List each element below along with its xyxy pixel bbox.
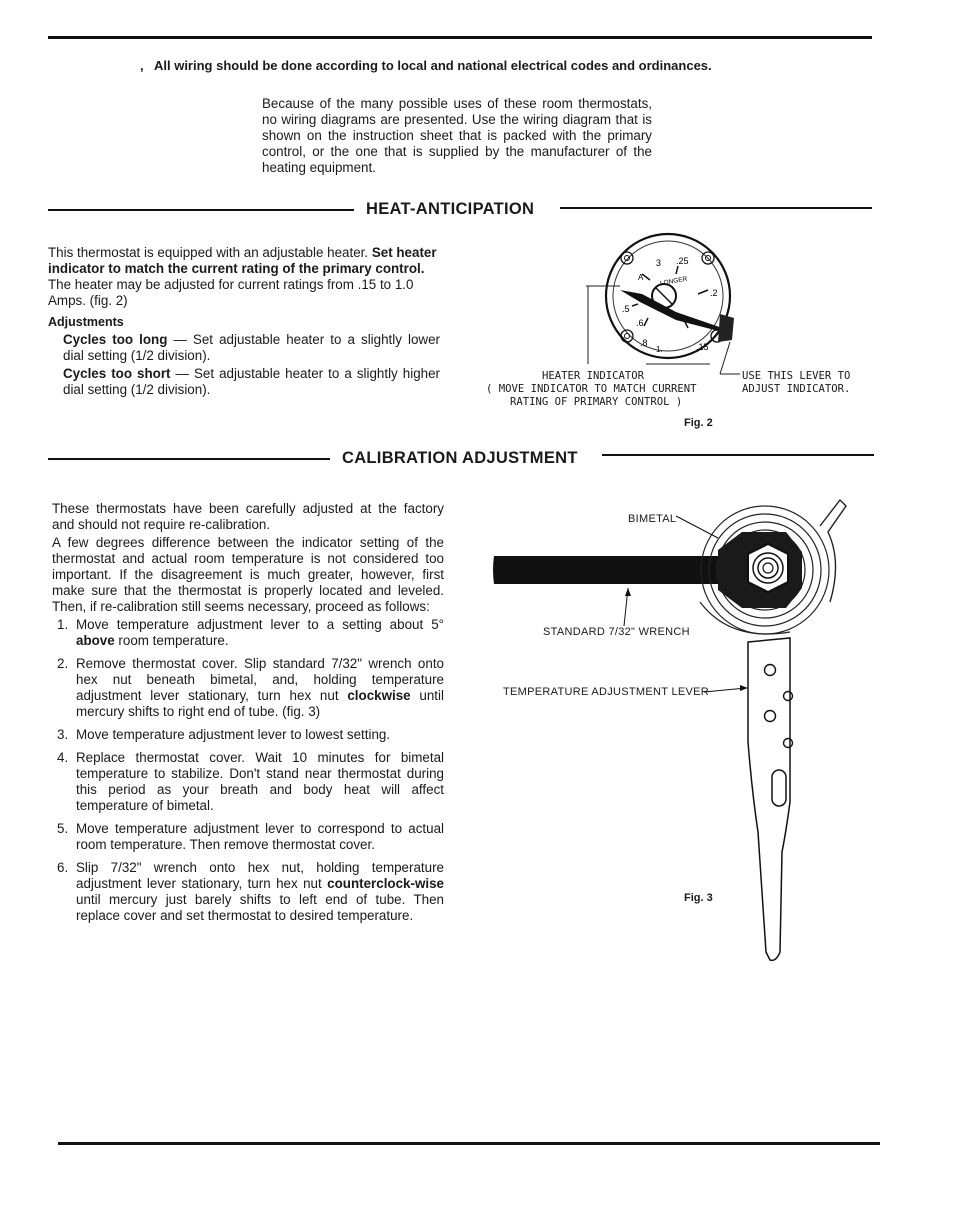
heat-anticipation-heading: HEAT-ANTICIPATION [366,200,535,218]
calibration-step [52,727,444,743]
adjustments-title: Adjustments [48,315,124,329]
fig2-caption-right-1: USE THIS LEVER TO [742,370,851,382]
step-emphasis: clockwise [347,688,411,703]
dial-tick [644,318,648,326]
adjust-lever [718,314,734,342]
bimetal-arm [820,500,846,602]
step-text: until mercury shifts to right end of tube. (fig. 3) [76,688,444,719]
heat-intro [48,245,440,309]
fig2-caption-right-2: ADJUST INDICATOR. [742,383,851,395]
adjustments-section [48,314,440,398]
dial-tick [632,304,638,306]
step-number: 2. [57,656,69,671]
calibration-step [52,656,444,720]
bimetal-label: BIMETAL [628,513,677,525]
fig2-caption-left-2: ( MOVE INDICATOR TO MATCH CURRENT [486,383,697,395]
fig2-caption-right [742,370,882,396]
lever-callout [704,688,746,692]
step-text: Replace thermostat cover. Wait 10 minutes for bimetal temperature to stabilize. Don't stand near thermostat during this period as your breath and body heat will affect temperature of bimetal. [76,750,444,813]
rivet-icon [621,252,633,264]
step-number: 1. [57,617,69,632]
heater-dial-figure [580,232,760,382]
step-text: Remove thermostat cover. Slip standard 7/32" wrench onto hex nut beneath bimetal, and, holding temperature adjustment lever stationary, turn hex nut [76,656,444,703]
fig2-caption-left [486,370,726,409]
dial-mark: .8 [640,338,648,348]
dial-mark: .2 [710,288,718,298]
calibration-p2: A few degrees difference between the indicator setting of the thermostat and actual room temperature is not considered too important. If the disagreement is much greater, however, first make sure that the thermostat is properly located and leveled. Then, if re-calibration still seems necessary, proceed as follows: [52,535,444,614]
arrow-icon [625,588,631,596]
step-number: 4. [57,750,69,765]
lever-label: TEMPERATURE ADJUSTMENT LEVER [503,686,710,698]
dial-mark: .6 [636,318,644,328]
fig2-caption-left-1: HEATER INDICATOR [542,370,645,382]
wiring-note-text: All wiring should be done according to local and national electrical codes and ordinances. [153,58,712,73]
calibration-text [52,501,444,931]
step-emphasis: counterclock-wise [327,876,444,891]
arrow-icon [740,685,748,691]
fig3-label: Fig. 3 [684,892,713,904]
fig2-label: Fig. 2 [684,417,713,429]
thermostat-mechanism-figure [490,492,870,972]
step-emphasis: above [76,633,115,648]
top-rule [48,36,872,39]
wiring-bullet: , [140,58,144,73]
hex-nut [748,544,788,592]
calibration-step [52,617,444,649]
dial-tick [698,290,708,294]
step-number: 5. [57,821,69,836]
wrench-label: STANDARD 7/32" WRENCH [543,626,690,638]
step-number: 6. [57,860,69,875]
cycles-long-label: Cycles too long [63,332,168,347]
dial-tick [676,266,678,274]
dial-mark: 1. [656,345,663,354]
cal-heading-rule-right [602,454,874,456]
cycles-too-long [48,332,440,364]
wiring-paragraph: Because of the many possible uses of these room thermostats, no wiring diagrams are presented. Use the wiring diagram that is shown on the instruction sheet that is packed with the primary control, or the one that is supplied by the manufacturer of the heating equipment. [262,96,652,175]
dial-mark: .25 [676,256,689,266]
step-number: 3. [57,727,69,742]
temperature-adjustment-lever [748,638,790,960]
heat-heading-rule-left [48,209,354,211]
wiring-note [140,58,840,73]
step-text: until mercury just barely shifts to left end of tube. Then replace cover and set thermostat to desired temperature. [76,892,444,923]
heat-intro-text-1: This thermostat is equipped with an adjustable heater. [48,245,372,260]
calibration-heading: CALIBRATION ADJUSTMENT [342,449,578,467]
rivet-icon [625,334,630,339]
dial-mark: .5 [622,304,630,314]
calibration-step [52,750,444,814]
step-text: room temperature. [114,633,229,648]
heat-heading-rule-right [560,207,872,209]
cal-heading-rule-left [48,458,330,460]
dial-mark: .15 [696,342,709,352]
fig2-caption-left-3: RATING OF PRIMARY CONTROL ) [510,396,683,408]
dial-hub-mark [656,288,672,304]
step-text: Move temperature adjustment lever to correspond to actual room temperature. Then remove thermostat cover. [76,821,444,852]
dial-mark: A [638,273,644,282]
cycles-too-short [48,366,440,398]
bottom-rule [58,1142,880,1145]
calibration-step [52,860,444,924]
calibration-step [52,821,444,853]
step-text: Move temperature adjustment lever to lowest setting. [76,727,391,742]
dial-mark: LONGER [659,275,688,288]
bimetal-callout [676,516,718,538]
wrench-handle [493,556,720,584]
calibration-p1: These thermostats have been carefully adjusted at the factory and should not require re-calibration. [52,501,444,532]
cycles-short-text: — Set adjustable heater to a slightly higher dial setting (1/2 division). [63,366,440,397]
step-text: Slip 7/32" wrench onto hex nut, holding temperature adjustment lever stationary, turn hex nut [76,860,444,891]
cycles-long-text: — Set adjustable heater to a slightly lower dial setting (1/2 division). [63,332,440,363]
calibration-steps [52,617,444,924]
cycles-short-label: Cycles too short [63,366,171,381]
step-text: Move temperature adjustment lever to a setting about 5° [76,617,444,632]
rivet-icon [621,330,633,342]
heat-intro-text-2: The heater may be adjusted for current ratings from .15 to 1.0 Amps. (fig. 2) [48,277,414,308]
dial-mark: 3 [656,258,662,268]
heat-intro-bold: Set heater indicator to match the current rating of the primary control. [48,245,437,276]
